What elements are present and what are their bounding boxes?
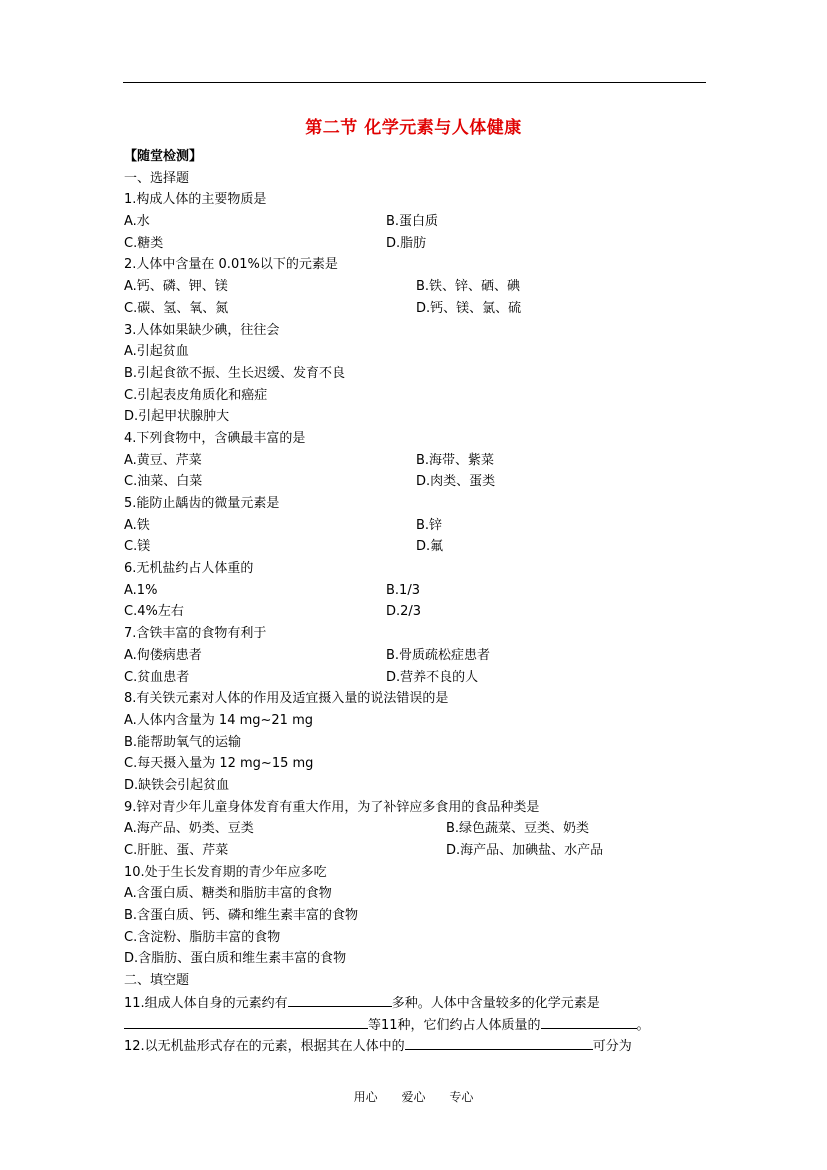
- question-stem: 5.能防止龋齿的微量元素是: [124, 496, 280, 511]
- question-stem: 2.人体中含量在 0.01%以下的元素是: [124, 257, 338, 273]
- option-row: [124, 580, 709, 602]
- option-d[interactable]: D.缺铁会引起贫血: [124, 777, 230, 793]
- option-c[interactable]: C.4%左右: [124, 604, 184, 620]
- q12-text-a: 12.以无机盐形式存在的元素，根据其在人体中的: [124, 1039, 405, 1055]
- footer-word-3: 专心: [449, 1090, 474, 1104]
- question-stem: 7.含铁丰富的食物有利于: [124, 626, 267, 642]
- option-c[interactable]: C.每天摄入量为 12 mg~15 mg: [124, 756, 314, 772]
- option-b[interactable]: B.锌: [416, 517, 443, 533]
- question-list: [124, 189, 709, 970]
- option-b[interactable]: B.铁、锌、硒、碘: [416, 279, 521, 295]
- q12-blank[interactable]: [405, 1035, 593, 1050]
- question-stem: 8.有关铁元素对人体的作用及适宜摄入量的说法错误的是: [124, 691, 449, 707]
- part2-heading: 二、填空题: [124, 973, 190, 989]
- option-row: [124, 645, 709, 667]
- option-a[interactable]: A.黄豆、芹菜: [124, 452, 202, 468]
- option-row: [124, 276, 709, 298]
- page-title: 第二节 化学元素与人体健康: [305, 118, 522, 138]
- section-label: 【随堂检测】: [124, 149, 203, 164]
- option-b[interactable]: B.能帮助氧气的运输: [124, 734, 242, 750]
- option-a[interactable]: A.佝偻病患者: [124, 647, 202, 663]
- option-row: [124, 211, 709, 233]
- option-row: [124, 775, 709, 797]
- option-c[interactable]: C.引起表皮角质化和癌症: [124, 387, 268, 403]
- option-d[interactable]: D.引起甲状腺肿大: [124, 409, 230, 425]
- option-b[interactable]: B.1/3: [386, 582, 420, 598]
- question-stem: 3.人体如果缺少碘，往往会: [124, 322, 280, 338]
- question-stem: 10.处于生长发育期的青少年应多吃: [124, 864, 327, 880]
- question-stem: 6.无机盐约占人体重的: [124, 561, 254, 577]
- option-row: [124, 298, 709, 320]
- option-c[interactable]: C.贫血患者: [124, 669, 190, 685]
- option-row: [124, 710, 709, 732]
- option-row: [124, 905, 709, 927]
- option-a[interactable]: A.人体内含量为 14 mg~21 mg: [124, 712, 314, 728]
- option-c[interactable]: C.含淀粉、脂肪丰富的食物: [124, 929, 281, 945]
- page-footer: [0, 1088, 827, 1105]
- option-row: [124, 948, 709, 970]
- option-a[interactable]: A.钙、磷、钾、镁: [124, 279, 228, 295]
- header-rule: [123, 82, 706, 83]
- q11-text-b: 多种。人体中含量较多的化学元素是: [391, 995, 600, 1011]
- option-row: [124, 732, 709, 754]
- option-c[interactable]: C.肝脏、蛋、芹菜: [124, 843, 229, 858]
- option-a[interactable]: A.引起贫血: [124, 344, 189, 360]
- option-row: [124, 667, 709, 689]
- option-row: [124, 818, 709, 840]
- q12-line: [124, 1035, 709, 1057]
- q11-text-c: 等11种，它们约占人体质量的: [368, 1017, 541, 1033]
- worksheet-body: [124, 146, 709, 1057]
- option-b[interactable]: B.含蛋白质、钙、磷和维生素丰富的食物: [124, 908, 359, 924]
- option-c[interactable]: C.镁: [124, 539, 151, 555]
- option-row: [124, 471, 709, 493]
- option-d[interactable]: D.营养不良的人: [386, 669, 479, 685]
- option-d[interactable]: D.氟: [416, 539, 444, 555]
- option-a[interactable]: A.铁: [124, 517, 150, 533]
- option-c[interactable]: C.油菜、白菜: [124, 474, 203, 490]
- option-d[interactable]: D.海产品、加碘盐、水产品: [446, 843, 604, 858]
- option-row: [124, 883, 709, 905]
- option-row: [124, 233, 709, 255]
- option-a[interactable]: A.含蛋白质、糖类和脂肪丰富的食物: [124, 886, 332, 902]
- option-c[interactable]: C.糖类: [124, 235, 164, 251]
- q11-blank-elements[interactable]: [124, 1014, 368, 1029]
- option-row: [124, 601, 709, 623]
- q11-blank-mass[interactable]: [541, 1014, 637, 1029]
- option-b[interactable]: B.绿色蔬菜、豆类、奶类: [446, 821, 590, 837]
- option-a[interactable]: A.水: [124, 214, 150, 230]
- question-stem: 4.下列食物中，含碘最丰富的是: [124, 430, 306, 446]
- option-d[interactable]: D.脂肪: [386, 235, 427, 251]
- option-row: [124, 753, 709, 775]
- footer-word-2: 爱心: [401, 1090, 426, 1104]
- option-a[interactable]: A.1%: [124, 582, 158, 598]
- option-row: [124, 406, 709, 428]
- option-d[interactable]: D.肉类、蛋类: [416, 474, 496, 490]
- question-stem: 1.构成人体的主要物质是: [124, 192, 267, 208]
- option-row: [124, 450, 709, 472]
- q11-text-d: 。: [636, 1017, 650, 1033]
- option-row: [124, 385, 709, 407]
- option-a[interactable]: A.海产品、奶类、豆类: [124, 821, 254, 837]
- option-d[interactable]: D.2/3: [386, 604, 422, 620]
- option-row: [124, 840, 709, 862]
- option-d[interactable]: D.含脂肪、蛋白质和维生素丰富的食物: [124, 951, 347, 967]
- option-row: [124, 363, 709, 385]
- option-b[interactable]: B.骨质疏松症患者: [386, 647, 491, 663]
- footer-word-1: 用心: [353, 1090, 378, 1104]
- q11-text-a: 11.组成人体自身的元素约有: [124, 995, 288, 1011]
- q12-text-b: 可分为: [592, 1039, 632, 1055]
- option-d[interactable]: D.钙、镁、氯、硫: [416, 300, 522, 316]
- q11-line2: [124, 1014, 709, 1036]
- option-row: [124, 536, 709, 558]
- option-c[interactable]: C.碳、氢、氧、氮: [124, 300, 229, 316]
- option-b[interactable]: B.蛋白质: [386, 214, 439, 230]
- option-row: [124, 927, 709, 949]
- option-b[interactable]: B.引起食欲不振、生长迟缓、发育不良: [124, 365, 346, 381]
- option-row: [124, 341, 709, 363]
- question-stem: 9.锌对青少年儿童身体发育有重大作用，为了补锌应多食用的食品种类是: [124, 799, 540, 815]
- q11-blank-count[interactable]: [288, 992, 392, 1007]
- q11-line1: [124, 992, 709, 1014]
- option-row: [124, 515, 709, 537]
- option-b[interactable]: B.海带、紫菜: [416, 452, 495, 468]
- part1-heading: 一、选择题: [124, 170, 190, 186]
